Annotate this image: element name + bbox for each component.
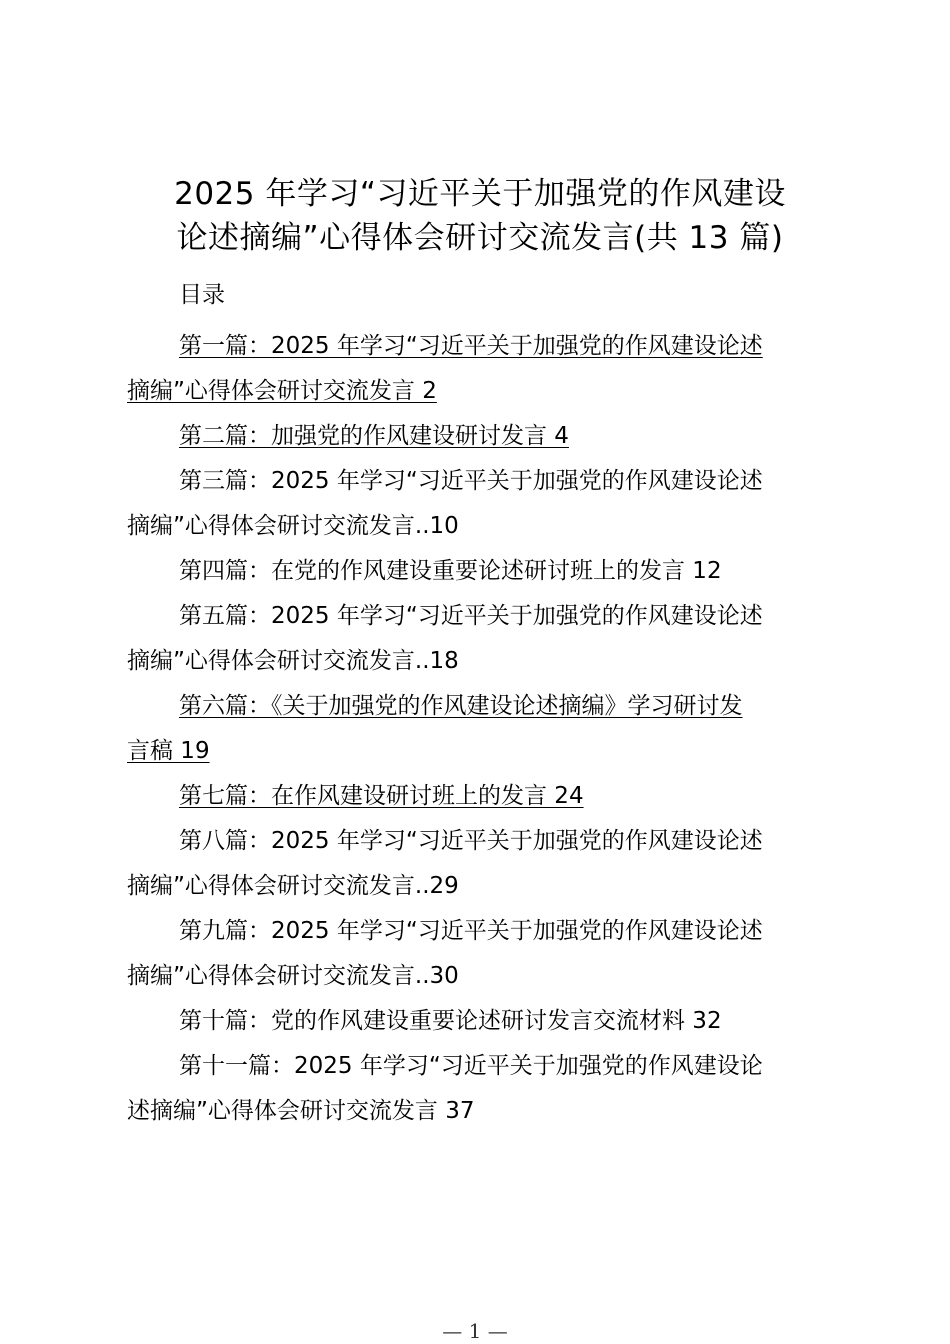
toc-item-11	[127, 1044, 832, 1134]
toc-item-10-line-1: 第十篇：党的作风建设重要论述研讨发言交流材料 32	[179, 1008, 722, 1034]
toc-item-4	[127, 549, 832, 594]
toc-item-1-line-1: 第一篇：2025 年学习“习近平关于加强党的作风建设论述	[179, 333, 763, 359]
toc-item-5-line-2: 摘编”心得体会研讨交流发言..18	[127, 648, 459, 674]
toc-item-6[interactable]	[127, 684, 832, 774]
toc-item-11-line-2: 述摘编”心得体会研讨交流发言 37	[127, 1098, 475, 1124]
toc-item-7[interactable]	[127, 774, 832, 819]
toc-item-3-line-2: 摘编”心得体会研讨交流发言..10	[127, 513, 459, 539]
toc-item-3-line-1: 第三篇：2025 年学习“习近平关于加强党的作风建设论述	[179, 468, 763, 494]
toc-item-9-line-2: 摘编”心得体会研讨交流发言..30	[127, 963, 459, 989]
title-line-2: 论述摘编”心得体会研讨交流发言(共 13 篇)	[176, 220, 784, 256]
toc-item-9	[127, 909, 832, 999]
table-of-contents	[127, 324, 832, 1134]
page-number: — 1 —	[442, 1319, 508, 1343]
toc-item-3	[127, 459, 832, 549]
toc-item-5	[127, 594, 832, 684]
toc-item-10	[127, 999, 832, 1044]
toc-item-11-line-1: 第十一篇：2025 年学习“习近平关于加强党的作风建设论	[179, 1053, 763, 1079]
toc-item-5-line-1: 第五篇：2025 年学习“习近平关于加强党的作风建设论述	[179, 603, 763, 629]
document-title	[110, 172, 850, 260]
toc-link-7[interactable]	[179, 783, 584, 809]
title-line-1: 2025 年学习“习近平关于加强党的作风建设	[174, 176, 786, 212]
toc-item-8	[127, 819, 832, 909]
toc-link-6[interactable]	[127, 693, 832, 774]
toc-item-2[interactable]	[127, 414, 832, 459]
toc-item-8-line-2: 摘编”心得体会研讨交流发言..29	[127, 873, 459, 899]
toc-link-2[interactable]	[179, 423, 569, 449]
toc-heading: 目录	[179, 282, 225, 308]
toc-item-8-line-1: 第八篇：2025 年学习“习近平关于加强党的作风建设论述	[179, 828, 763, 854]
toc-item-4-line-1: 第四篇：在党的作风建设重要论述研讨班上的发言 12	[179, 558, 722, 584]
toc-item-6-line-2: 言稿 19	[127, 738, 210, 764]
toc-item-1[interactable]	[127, 324, 832, 414]
toc-item-1-line-2: 摘编”心得体会研讨交流发言 2	[127, 378, 437, 404]
toc-item-7-line-1: 第七篇：在作风建设研讨班上的发言 24	[179, 783, 584, 809]
toc-link-1[interactable]	[127, 333, 832, 414]
toc-item-2-line-1: 第二篇：加强党的作风建设研讨发言 4	[179, 423, 569, 449]
toc-item-9-line-1: 第九篇：2025 年学习“习近平关于加强党的作风建设论述	[179, 918, 763, 944]
toc-item-6-line-1: 第六篇：《关于加强党的作风建设论述摘编》学习研讨发	[179, 693, 743, 719]
